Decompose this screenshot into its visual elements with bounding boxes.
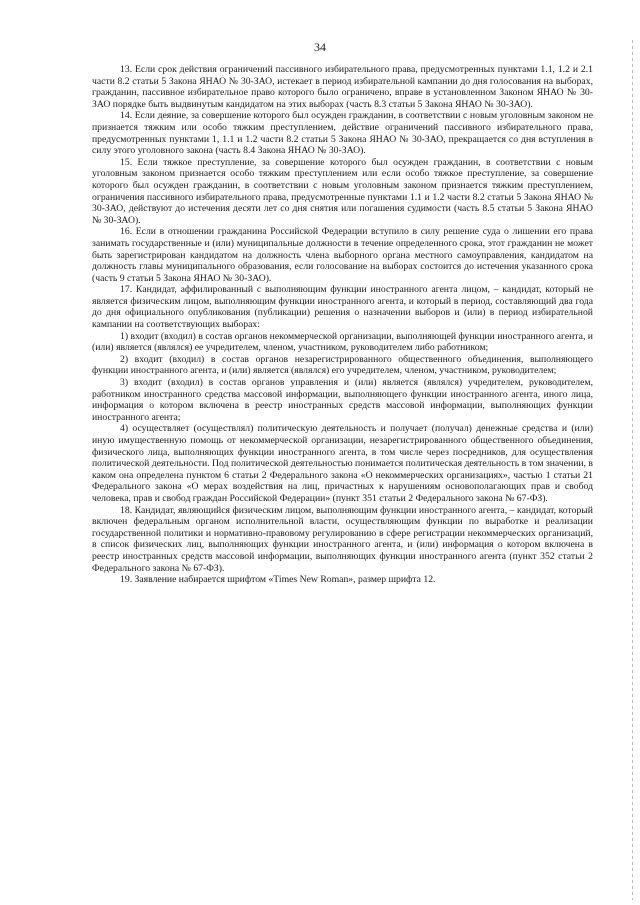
paragraph-17-item-1: 1) входит (входил) в состав органов некоммерческой организации, выполняющей функции иностранного агента, и (или) является (являлся) ее учредителем, членом, участником, руководителем либо работником;: [92, 330, 593, 354]
paragraph-17: 17. Кандидат, аффилированный с выполняющим функции иностранного агента лицом, – кандидат, который не является физическим лицом, выполняющим функции иностранного агента, и который в период, составляющий два года до дня официального опубликования (публикации) решения о назначении выборов и (или) в период избирательной кампании на соответствующих выборах:: [92, 284, 593, 331]
page-number: 34: [314, 40, 326, 54]
paragraph-15: 15. Если тяжкое преступление, за совершение которого был осужден гражданин, в соответствии с новым уголовным законом признается особо тяжким преступлением или если особо тяжкое преступление, за совершение которого был осужден гражданин, в соответствии с новым уголовным законом признается тяжким преступлением, ограничения пассивного избирательного права, предусмотренные пунктами 1.1 и 1.2 части 8.2 статьи 5 Закона ЯНАО № 30-ЗАО, действуют до истечения десяти лет со дня снятия или погашения судимости (часть 8.5 статьи 5 Закона ЯНАО № 30-ЗАО).: [92, 156, 593, 226]
paragraph-16: 16. Если в отношении гражданина Российской Федерации вступило в силу решение суда о лишении его права занимать государственные и (или) муниципальные должности в течение определенного срока, этот гражданин не может быть зарегистрирован кандидатом на должность члена выборного органа местного самоуправления, кандидатом на должность главы муниципального образования, если голосование на выборах состоится до истечения указанного срока (часть 9 статьи 5 Закона ЯНАО № 30-ЗАО).: [92, 226, 593, 284]
scan-edge-line: [632, 40, 633, 900]
document-body: [92, 64, 593, 586]
paragraph-13: 13. Если срок действия ограничений пассивного избирательного права, предусмотренных пунктами 1.1, 1.2 и 2.1 части 8.2 статьи 5 Закона ЯНАО № 30-ЗАО, истекает в период избирательной кампании до дня голосования на выборах, гражданин, пассивное избирательное право которого было ограничено, вправе в установленном Законом ЯНАО № 30-ЗАО порядке быть выдвинутым кандидатом на этих выборах (часть 8.3 статьи 5 Закона ЯНАО № 30-ЗАО).: [92, 64, 593, 110]
paragraph-17-item-4: 4) осуществляет (осуществлял) политическую деятельность и получает (получал) денежные средства и (или) иную имущественную помощь от некоммерческой организации, незарегистрированного общественного объединения, физического лица, выполняющих функции иностранного агента, в том числе через посредников, для осуществления политической деятельности. Под политической деятельностью понимается политическая деятельность в том значении, в каком она определена пунктом 6 статьи 2 Федерального закона «О некоммерческих организациях», частью 1 статьи 21 Федерального закона «О мерах воздействия на лиц, причастных к нарушениям основополагающих прав и свобод человека, прав и свобод граждан Российской Федерации» (пункт 351 статьи 2 Федерального закона № 67-ФЗ).: [92, 423, 593, 504]
paragraph-17-item-2: 2) входит (входил) в состав органов незарегистрированного общественного объединения, выполняющего функции иностранного агента, и (или) является (являлся) его учредителем, членом, участником, руководителем;: [92, 353, 593, 377]
paragraph-19: 19. Заявление набирается шрифтом «Times New Roman», размер шрифта 12.: [120, 574, 436, 586]
paragraph-18: 18. Кандидат, являющийся физическим лицом, выполняющим функции иностранного агента, – кандидат, который включен федеральным органом исполнительной власти, осуществляющим функции по выработке и реализации государственной политики и нормативно-правовому регулированию в сфере регистрации некоммерческих организаций, в список физических лиц, выполняющих функции иностранного агента, и (или) информация о котором включена в реестр иностранных средств массовой информации, выполняющих функции иностранного агента (пункт 352 статьи 2 Федерального закона № 67-ФЗ).: [92, 504, 593, 574]
paragraph-14: 14. Если деяние, за совершение которого был осужден гражданин, в соответствии с новым уголовным законом не признается тяжким или особо тяжким преступлением, действие ограничений пассивного избирательного права, предусмотренных пунктами 1, 1.1 и 1.2 части 8.2 статьи 5 Закона ЯНАО № 30-ЗАО, прекращается со дня вступления в силу этого уголовного закона (часть 8.4 Закона ЯНАО № 30-ЗАО).: [92, 110, 593, 157]
paragraph-17-item-3: 3) входит (входил) в состав органов управления и (или) является (являлся) учредителем, руководителем, работником иностранного средства массовой информации, выполняющего функции иностранного агента, иного лица, информация о котором включена в реестр иностранных средств массовой информации, выполняющих функции иностранного агента;: [92, 377, 593, 423]
